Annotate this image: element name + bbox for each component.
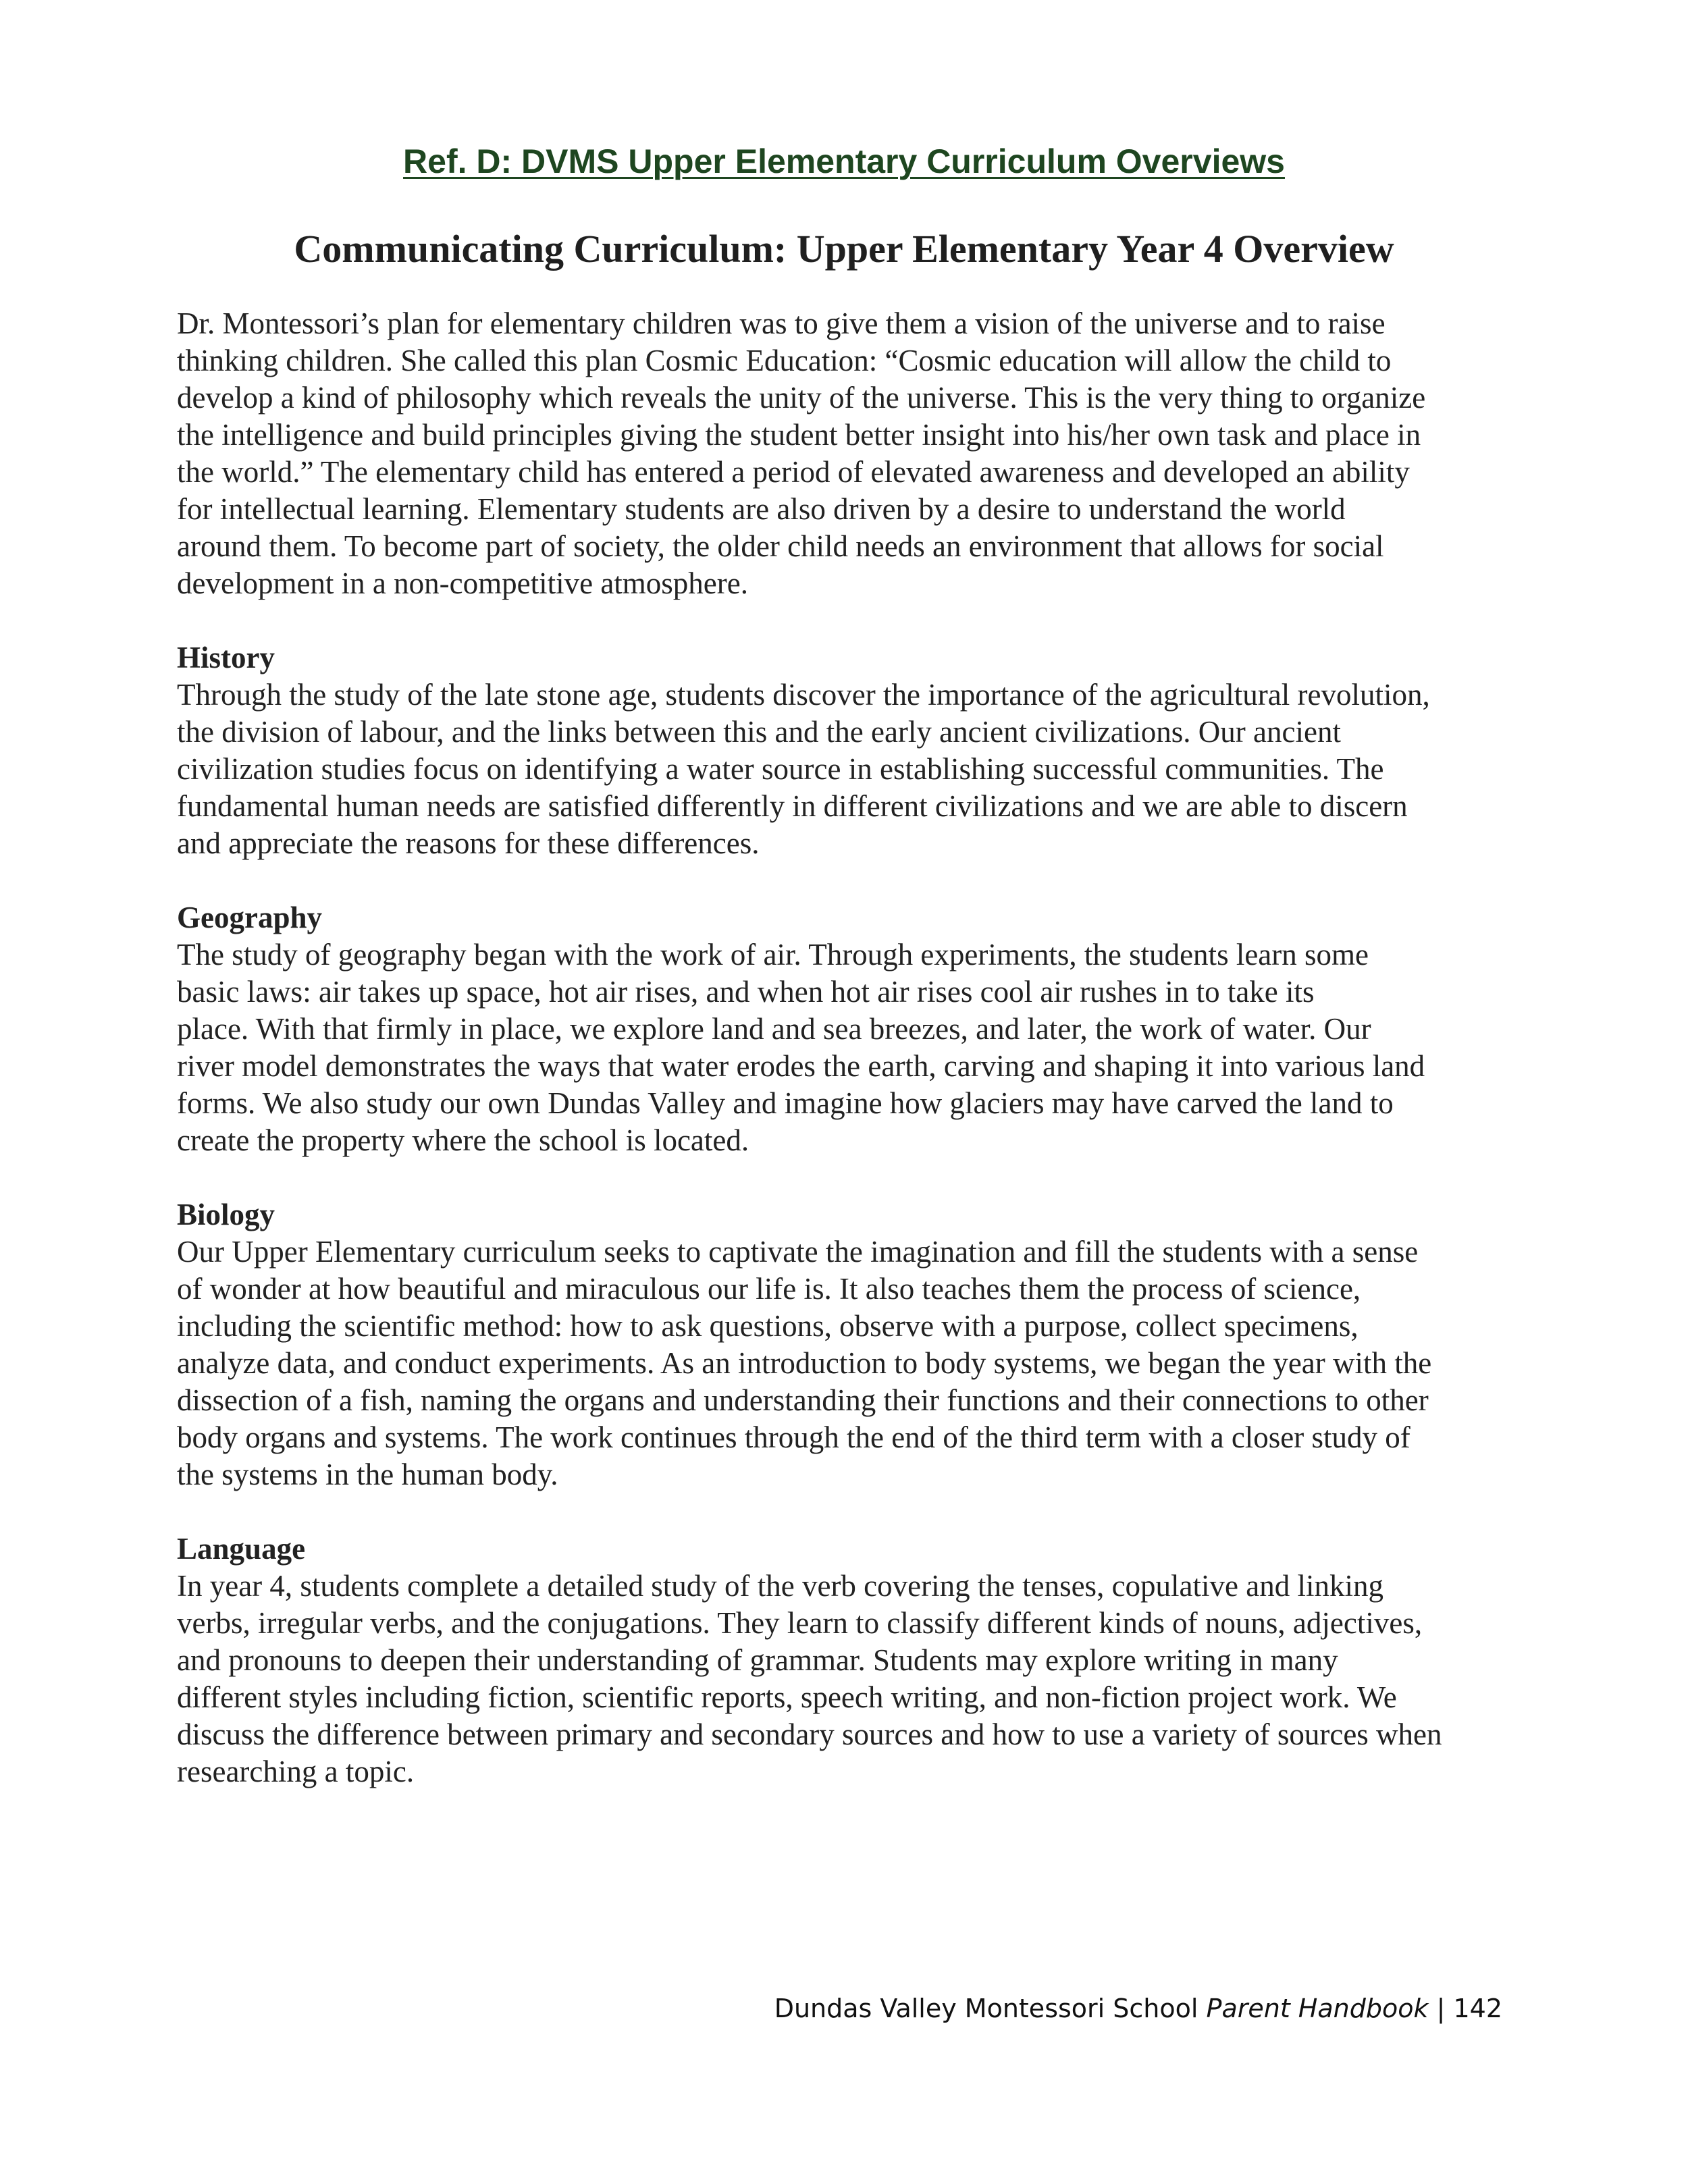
text-line: the intelligence and build principles giving the student better insight into his/her own task and place in xyxy=(177,418,1421,452)
history-section xyxy=(177,639,1527,862)
footer-school-name: Dundas Valley Montessori School xyxy=(774,1994,1207,2023)
text-line: fundamental human needs are satisfied differently in different civilizations and we are able to discern xyxy=(177,789,1408,823)
paragraph-spacer xyxy=(177,1159,1527,1196)
text-line: researching a topic. xyxy=(177,1755,415,1788)
paragraph-spacer xyxy=(177,1493,1527,1530)
text-line: the division of labour, and the links between this and the early ancient civilizations. Our ancient xyxy=(177,715,1341,749)
section-heading-history: History xyxy=(177,641,275,674)
page-title: Communicating Curriculum: Upper Elementary Year 4 Overview xyxy=(294,227,1394,271)
geography-section xyxy=(177,899,1527,1159)
text-line: place. With that firmly in place, we explore land and sea breezes, and later, the work of water. Our xyxy=(177,1012,1371,1046)
text-line: The study of geography began with the work of air. Through experiments, the students learn some xyxy=(177,938,1369,971)
text-line: the systems in the human body. xyxy=(177,1458,558,1491)
text-line: In year 4, students complete a detailed study of the verb covering the tenses, copulative and linking xyxy=(177,1569,1383,1603)
text-line: verbs, irregular verbs, and the conjugations. They learn to classify different kinds of nouns, adjectives, xyxy=(177,1606,1423,1640)
text-line: create the property where the school is located. xyxy=(177,1123,749,1157)
text-line: river model demonstrates the ways that water erodes the earth, carving and shaping it into various land xyxy=(177,1049,1425,1083)
text-line: Our Upper Elementary curriculum seeks to captivate the imagination and fill the students with a sense xyxy=(177,1235,1419,1269)
footer-handbook-title: Parent Handbook xyxy=(1206,1994,1429,2023)
text-line: and appreciate the reasons for these differences. xyxy=(177,826,760,860)
section-heading-geography: Geography xyxy=(177,901,323,934)
text-line: for intellectual learning. Elementary students are also driven by a desire to understand the world xyxy=(177,492,1346,526)
reference-title: Ref. D: DVMS Upper Elementary Curriculum Overviews xyxy=(403,142,1285,180)
text-line: and pronouns to deepen their understanding of grammar. Students may explore writing in many xyxy=(177,1643,1338,1677)
text-line: dissection of a fish, naming the organs and understanding their functions and their connections to other xyxy=(177,1383,1429,1417)
footer-separator: | xyxy=(1428,1994,1454,2023)
text-line: including the scientific method: how to ask questions, observe with a purpose, collect specimens, xyxy=(177,1309,1359,1343)
document-body xyxy=(177,305,1527,1790)
page-number: 142 xyxy=(1453,1994,1502,2023)
text-line: the world.” The elementary child has entered a period of elevated awareness and developed an ability xyxy=(177,455,1410,489)
text-line: Through the study of the late stone age, students discover the importance of the agricultural revolution, xyxy=(177,678,1430,712)
text-line: thinking children. She called this plan Cosmic Education: “Cosmic education will allow the child to xyxy=(177,344,1392,377)
paragraph-spacer xyxy=(177,602,1527,639)
text-line: develop a kind of philosophy which reveals the unity of the universe. This is the very thing to organize xyxy=(177,381,1426,415)
text-line: around them. To become part of society, the older child needs an environment that allows for social xyxy=(177,529,1384,563)
page-footer xyxy=(774,1994,1502,2023)
text-line: Dr. Montessori’s plan for elementary children was to give them a vision of the universe and to raise xyxy=(177,307,1386,340)
text-line: of wonder at how beautiful and miraculous our life is. It also teaches them the process of science, xyxy=(177,1272,1361,1306)
language-section xyxy=(177,1530,1527,1790)
text-line: body organs and systems. The work continues through the end of the third term with a closer study of xyxy=(177,1420,1410,1454)
text-line: discuss the difference between primary and secondary sources and how to use a variety of sources when xyxy=(177,1717,1442,1751)
paragraph-spacer xyxy=(177,862,1527,899)
text-line: different styles including fiction, scientific reports, speech writing, and non-fiction project work. We xyxy=(177,1680,1397,1714)
text-line: development in a non-competitive atmosphere. xyxy=(177,566,748,600)
text-line: civilization studies focus on identifying a water source in establishing successful communities. The xyxy=(177,752,1384,786)
section-heading-language: Language xyxy=(177,1532,306,1566)
text-line: analyze data, and conduct experiments. As an introduction to body systems, we began the year with the xyxy=(177,1346,1432,1380)
section-heading-biology: Biology xyxy=(177,1198,275,1231)
intro-paragraph xyxy=(177,305,1527,602)
text-line: basic laws: air takes up space, hot air rises, and when hot air rises cool air rushes in to take its xyxy=(177,975,1315,1009)
text-line: forms. We also study our own Dundas Valley and imagine how glaciers may have carved the land to xyxy=(177,1086,1394,1120)
biology-section xyxy=(177,1196,1527,1493)
